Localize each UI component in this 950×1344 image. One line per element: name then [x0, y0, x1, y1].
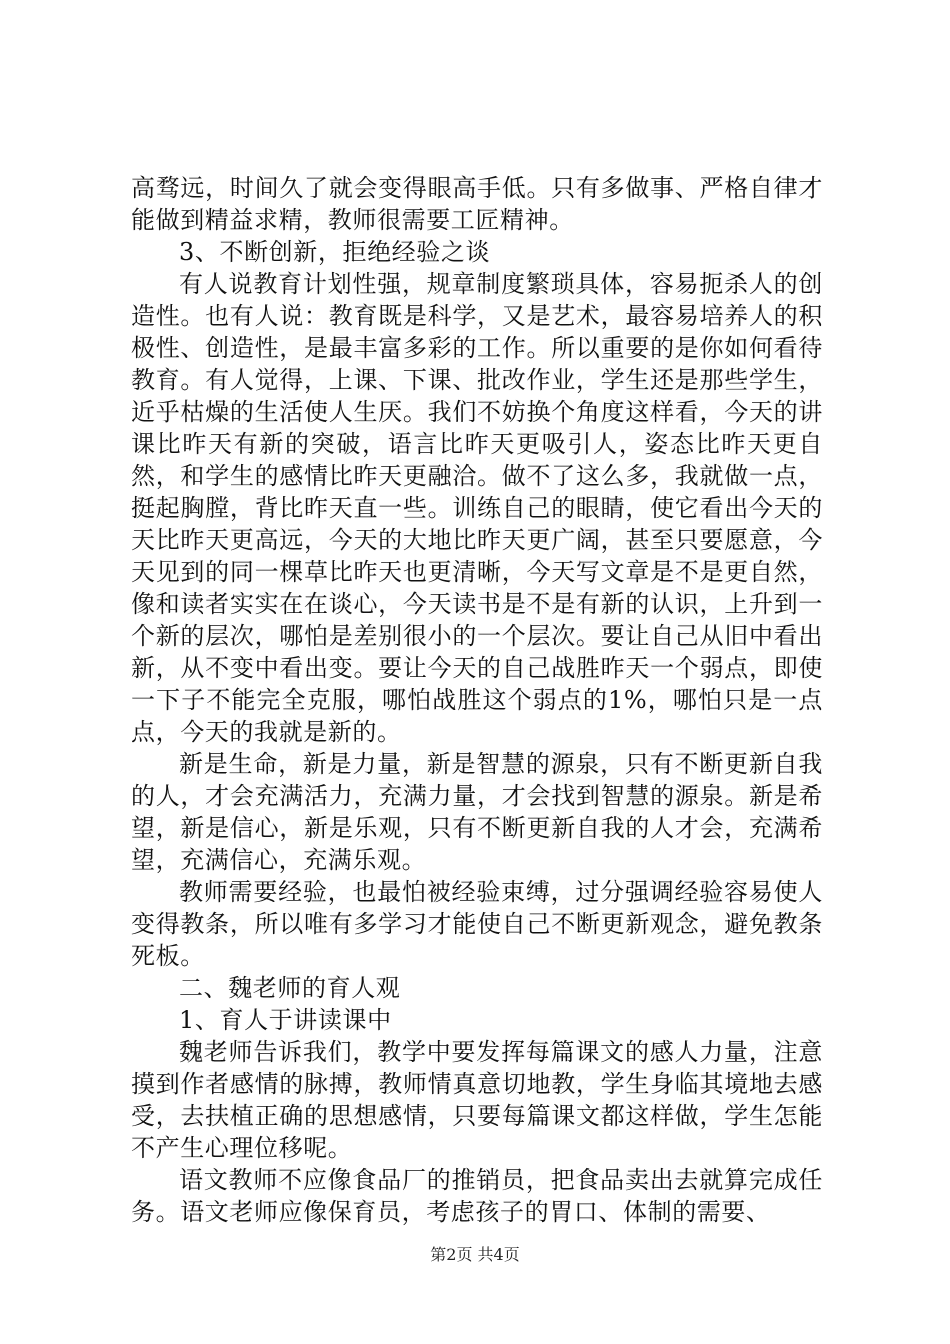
- section-heading-education-view: 二、魏老师的育人观: [179, 974, 401, 1002]
- paragraph-continuation: 高骛远，时间久了就会变得眼高手低。只有多做事、严格自律才能做到精益求精，教师很需要工匠精神。: [131, 174, 823, 234]
- paragraph-newness: 新是生命，新是力量，新是智慧的源泉，只有不断更新自我的人，才会充满活力，充满力量，才会找到智慧的源泉。新是希望，新是信心，新是乐观，只有不断更新自我的人才会，充满希望，充满信心，充满乐观。: [131, 750, 823, 874]
- section-heading-innovation: 3、不断创新，拒绝经验之谈: [179, 238, 491, 266]
- subsection-heading-reading-class: 1、育人于讲读课中: [179, 1006, 392, 1034]
- paragraph-teaching-emotion: 魏老师告诉我们，教学中要发挥每篇课文的感人力量，注意摸到作者感情的脉搏，教师情真意切地教，学生身临其境地去感受，去扶植正确的思想感情，只要每篇课文都这样做，学生怎能不产生心理位移呢。: [131, 1038, 823, 1162]
- paragraph-education-creativity: 有人说教育计划性强，规章制度繁琐具体，容易扼杀人的创造性。也有人说：教育既是科学，又是艺术，最容易培养人的积极性、创造性，是最丰富多彩的工作。所以重要的是你如何看待教育。有人觉得，上课、下课、批改作业，学生还是那些学生，近乎枯燥的生活使人生厌。我们不妨换个角度这样看，今天的讲课比昨天有新的突破，语言比昨天更吸引人，姿态比昨天更自然，和学生的感情比昨天更融洽。做不了这么多，我就做一点，挺起胸膛，背比昨天直一些。训练自己的眼睛，使它看出今天的天比昨天更高远，今天的大地比昨天更广阔，甚至只要愿意，今天见到的同一棵草比昨天也更清晰，今天写文章是不是更自然，像和读者实实在在谈心，今天读书是不是有新的认识，上升到一个新的层次，哪怕是差别很小的一个层次。要让自己从旧中看出新，从不变中看出变。要让今天的自己战胜昨天一个弱点，即使一下子不能完全克服，哪怕战胜这个弱点的1%，哪怕只是一点点，今天的我就是新的。: [131, 270, 823, 746]
- page-number-footer: 第2页 共4页: [430, 1245, 520, 1264]
- paragraph-experience: 教师需要经验，也最怕被经验束缚，过分强调经验容易使人变得教条，所以唯有多学习才能使自己不断更新观念，避免教条死板。: [131, 878, 823, 970]
- paragraph-language-teacher: 语文教师不应像食品厂的推销员，把食品卖出去就算完成任务。语文老师应像保育员，考虑孩子的胃口、体制的需要、: [131, 1166, 823, 1226]
- document-body: [131, 172, 823, 1228]
